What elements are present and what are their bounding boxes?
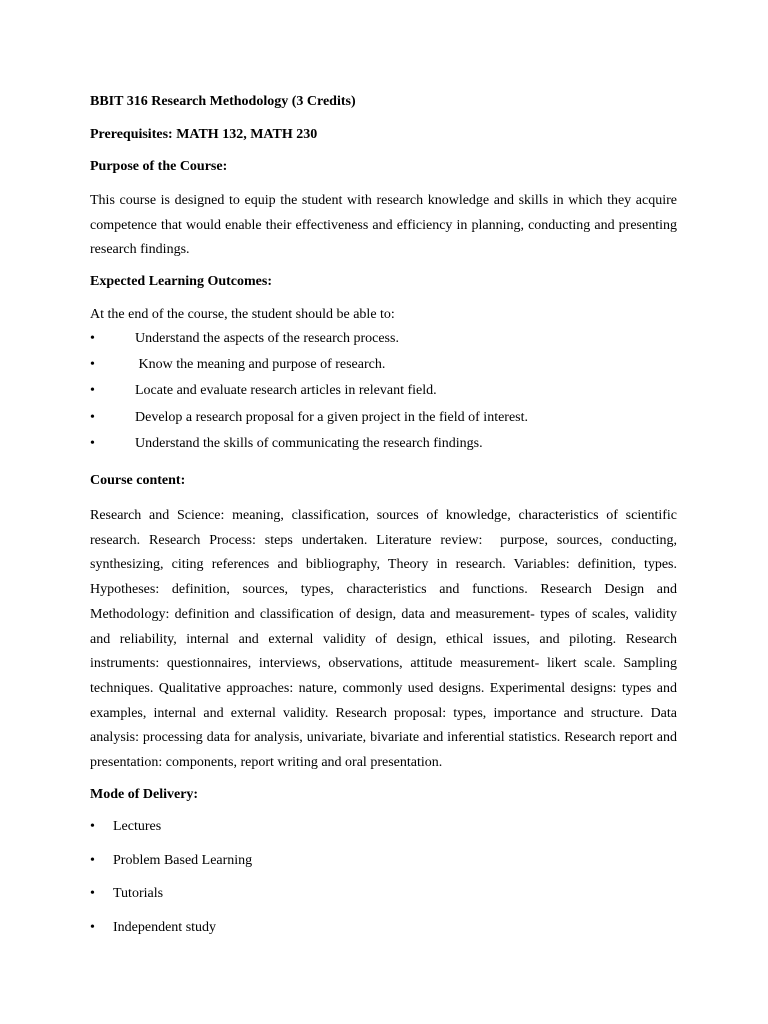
delivery-text: Independent study xyxy=(113,920,217,936)
bullet-icon: • xyxy=(90,920,95,936)
course-title: BBIT 316 Research Methodology (3 Credits) xyxy=(90,94,356,109)
list-item xyxy=(90,355,677,381)
bullet-icon: • xyxy=(90,435,95,451)
content-text: Research and Science: meaning, classification, sources of knowledge, characteristics of scientific research. Research Process: steps undertaken. Literature review: purpose, sources, conducting, synthesizing, citing references and bibliography, Theory in research. Variables: definition, types. Hypotheses: definition, sources, types, characteristics and functions. Research Design and Methodology: definition and classification of design, data and measurement- types of scales, validity and reliability, internal and external validity of design, ethical issues, and piloting. Research instruments: questionnaires, interviews, observations, attitude measurement- likert scale. Sampling techniques. Qualitative approaches: nature, commonly used designs. Experimental designs: types and examples, internal and external validity. Research proposal: types, importance and structure. Data analysis: processing data for analysis, univariate, bivariate and inferential statistics. Research report and presentation: components, report writing and oral presentation. xyxy=(90,508,681,771)
outcome-text: Locate and evaluate research articles in relevant field. xyxy=(135,383,437,399)
outcome-text: Understand the aspects of the research process. xyxy=(135,331,399,347)
content-heading: Course content: xyxy=(90,473,186,489)
list-item xyxy=(90,817,677,851)
list-item xyxy=(90,918,677,952)
bullet-icon: • xyxy=(90,852,95,868)
outcome-text: Know the meaning and purpose of research. xyxy=(135,357,386,373)
bullet-icon: • xyxy=(90,886,95,902)
outcomes-intro: At the end of the course, the student should be able to: xyxy=(90,307,395,323)
bullet-icon: • xyxy=(90,357,95,373)
list-item xyxy=(90,851,677,885)
purpose-heading: Purpose of the Course: xyxy=(90,159,228,174)
bullet-icon: • xyxy=(90,383,95,399)
delivery-text: Tutorials xyxy=(113,886,164,902)
outcome-text: Develop a research proposal for a given project in the field of interest. xyxy=(135,409,529,425)
delivery-list xyxy=(90,817,677,952)
purpose-text: This course is designed to equip the student with research knowledge and skills in which they acquire competence that would enable their effectiveness and efficiency in planning, conducting and presenting research findings. xyxy=(90,193,677,258)
list-item xyxy=(90,381,677,407)
list-item xyxy=(90,329,677,355)
list-item xyxy=(90,884,677,918)
outcome-text: Understand the skills of communicating the research findings. xyxy=(135,435,483,451)
list-item xyxy=(90,408,677,434)
delivery-text: Lectures xyxy=(113,818,162,834)
delivery-heading: Mode of Delivery: xyxy=(90,786,199,802)
bullet-icon: • xyxy=(90,409,95,425)
outcomes-list xyxy=(90,329,677,460)
list-item xyxy=(90,434,677,460)
outcomes-heading: Expected Learning Outcomes: xyxy=(90,274,272,290)
bullet-icon: • xyxy=(90,331,95,347)
document-page xyxy=(90,92,681,952)
prerequisites: Prerequisites: MATH 132, MATH 230 xyxy=(90,127,318,142)
delivery-text: Problem Based Learning xyxy=(113,852,253,868)
bullet-icon: • xyxy=(90,818,95,834)
